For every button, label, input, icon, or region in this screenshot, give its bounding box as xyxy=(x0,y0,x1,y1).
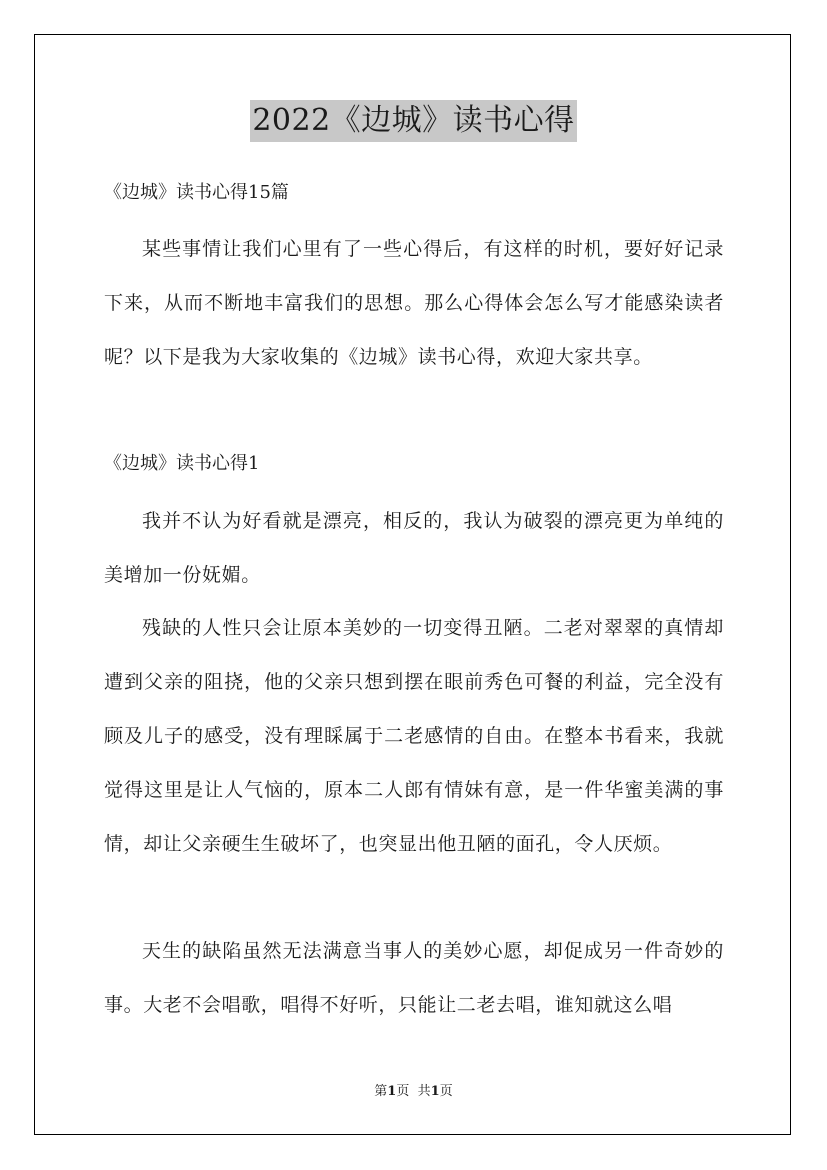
title-container xyxy=(0,100,827,142)
current-page-number: 1 xyxy=(387,1084,397,1099)
collection-heading: 《边城》读书心得15篇 xyxy=(104,182,289,203)
total-suffix: 页 xyxy=(439,1084,453,1099)
body-paragraph-3: 天生的缺陷虽然无法满意当事人的美妙心愿，却促成另一件奇妙的事。大老不会唱歌，唱得不好听，只能让二老去唱，谁知就这么唱 xyxy=(104,940,724,1016)
body-paragraph-1: 我并不认为好看就是漂亮，相反的，我认为破裂的漂亮更为单纯的美增加一份妩媚。 xyxy=(104,510,724,586)
page-prefix: 第 xyxy=(374,1084,388,1099)
intro-paragraph: 某些事情让我们心里有了一些心得后，有这样的时机，要好好记录下来，从而不断地丰富我们的思想。那么心得体会怎么写才能感染读者呢？以下是我为大家收集的《边城》读书心得，欢迎大家共享。 xyxy=(104,238,724,368)
section-1-heading: 《边城》读书心得1 xyxy=(104,453,260,474)
total-page-number: 1 xyxy=(430,1084,440,1099)
total-prefix: 共 xyxy=(417,1084,431,1099)
body-paragraph-2: 残缺的人性只会让原本美妙的一切变得丑陋。二老对翠翠的真情却遭到父亲的阻挠，他的父亲只想到摆在眼前秀色可餐的利益，完全没有顾及儿子的感受，没有理睬属于二老感情的自由。在整本书看来，我就觉得这里是让人气恼的，原本二人郎有情妹有意，是一件华蜜美满的事情，却让父亲硬生生破坏了，也突显出他丑陋的面孔，令人厌烦。 xyxy=(104,617,724,855)
page-footer xyxy=(0,1083,827,1101)
page-suffix: 页 xyxy=(396,1084,410,1099)
document-title: 2022《边城》读书心得 xyxy=(250,100,576,142)
